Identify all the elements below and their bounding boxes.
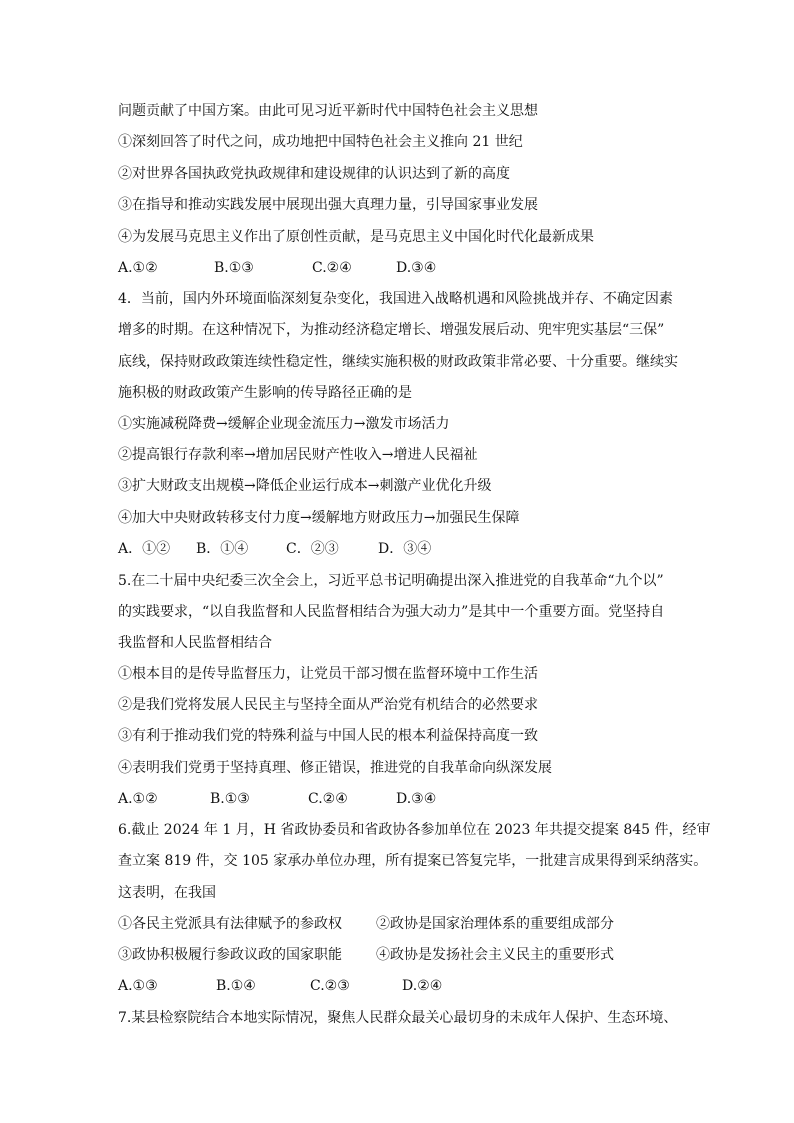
- q5-option-a: A.①②: [118, 791, 158, 807]
- q6-statement-1: ①各民主党派具有法律赋予的参政权: [118, 916, 342, 932]
- q5-options: [118, 789, 678, 809]
- q4-option-b: B．①④: [196, 541, 249, 557]
- q6-statement-2: ②政协是国家治理体系的重要组成部分: [376, 916, 614, 932]
- q4-option-a: A．①②: [118, 541, 171, 557]
- q6-option-c: C.②③: [310, 978, 350, 994]
- q5-stem-line-1: 5.在二十届中央纪委三次全会上，习近平总书记明确提出深入推进党的自我革命“九个以”: [118, 573, 664, 589]
- q6-option-b: B.①④: [216, 978, 256, 994]
- q4-stem-line-1: 4．当前，国内外环境面临深刻复杂变化，我国进入战略机遇和风险挑战并存、不确定因素: [118, 291, 673, 307]
- q4-options: [118, 539, 678, 559]
- q3-statement-1: ①深刻回答了时代之问，成功地把中国特色社会主义推向 21 世纪: [118, 134, 523, 150]
- q6-statement-3: ③政协积极履行参政议政的国家职能: [118, 947, 342, 963]
- q5-option-c: C.②④: [308, 791, 348, 807]
- q6-stem-line-1: 6.截止 2024 年 1 月，H 省政协委员和省政协各参加单位在 2023 年共提交提案 845 件，经审: [118, 822, 711, 838]
- q4-statement-1: ①实施减税降费→缓解企业现金流压力→激发市场活力: [118, 416, 450, 432]
- q4-statement-4: ④加大中央财政转移支付力度→缓解地方财政压力→加强民生保障: [118, 510, 520, 526]
- q4-option-d: D．③④: [378, 541, 432, 557]
- q6-statements-row-2: [118, 945, 678, 965]
- q4-stem-line-2: 增多的时期。在这种情况下，为推动经济稳定增长、增强发展后动、兜牢兜实基层“三保”: [118, 322, 665, 338]
- q3-statement-2: ②对世界各国执政党执政规律和建设规律的认识达到了新的高度: [118, 166, 510, 182]
- q3-option-c: C.②④: [312, 260, 352, 276]
- q6-stem-line-3: 这表明，在我国: [118, 885, 216, 901]
- q5-statement-3: ③有利于推动我们党的特殊利益与中国人民的根本利益保持高度一致: [118, 728, 538, 744]
- q4-stem-line-3: 底线，保持财政政策连续性稳定性，继续实施积极的财政政策非常必要、十分重要。继续实: [118, 354, 678, 370]
- q5-stem-line-2: 的实践要求，“以自我监督和人民监督相结合为强大动力”是其中一个重要方面。党坚持自: [118, 604, 665, 620]
- q6-options: [118, 976, 678, 996]
- q4-statement-2: ②提高银行存款利率→增加居民财产性收入→增进人民福祉: [118, 447, 478, 463]
- q5-stem-line-3: 我监督和人民监督相结合: [118, 635, 272, 651]
- q6-statement-4: ④政协是发扬社会主义民主的重要形式: [376, 947, 614, 963]
- q6-option-d: D.②④: [402, 978, 443, 994]
- q4-statement-3: ③扩大财政支出规模→降低企业运行成本→刺激产业优化升级: [118, 478, 492, 494]
- q4-option-c: C．②③: [286, 541, 339, 557]
- q3-stem-continued: 问题贡献了中国方案。由此可见习近平新时代中国特色社会主义思想: [118, 103, 538, 119]
- q3-option-d: D.③④: [396, 260, 437, 276]
- q6-option-a: A.①③: [118, 978, 158, 994]
- q5-option-d: D.③④: [396, 791, 437, 807]
- q3-statement-3: ③在指导和推动实践发展中展现出强大真理力量，引导国家事业发展: [118, 197, 538, 213]
- q3-option-b: B.①③: [214, 260, 254, 276]
- q7-stem-line-1: 7.某县检察院结合本地实际情况，聚焦人民群众最关心最切身的未成年人保护、生态环境、: [118, 1010, 678, 1026]
- q5-statement-2: ②是我们党将发展人民民主与坚持全面从严治党有机结合的必然要求: [118, 697, 538, 713]
- q5-statement-1: ①根本目的是传导监督压力，让党员干部习惯在监督环境中工作生活: [118, 666, 538, 682]
- q4-stem-line-4: 施积极的财政政策产生影响的传导路径正确的是: [118, 385, 412, 401]
- q3-option-a: A.①②: [118, 260, 158, 276]
- q5-option-b: B.①③: [210, 791, 250, 807]
- q5-statement-4: ④表明我们党勇于坚持真理、修正错误，推进党的自我革命向纵深发展: [118, 760, 552, 776]
- q6-statements-row-1: [118, 914, 678, 934]
- q6-stem-line-2: 查立案 819 件，交 105 家承办单位办理，所有提案已答复完毕，一批建言成果得到采纳落实。: [118, 853, 708, 869]
- q3-statement-4: ④为发展马克思主义作出了原创性贡献，是马克思主义中国化时代化最新成果: [118, 229, 594, 245]
- q3-options: [118, 258, 678, 278]
